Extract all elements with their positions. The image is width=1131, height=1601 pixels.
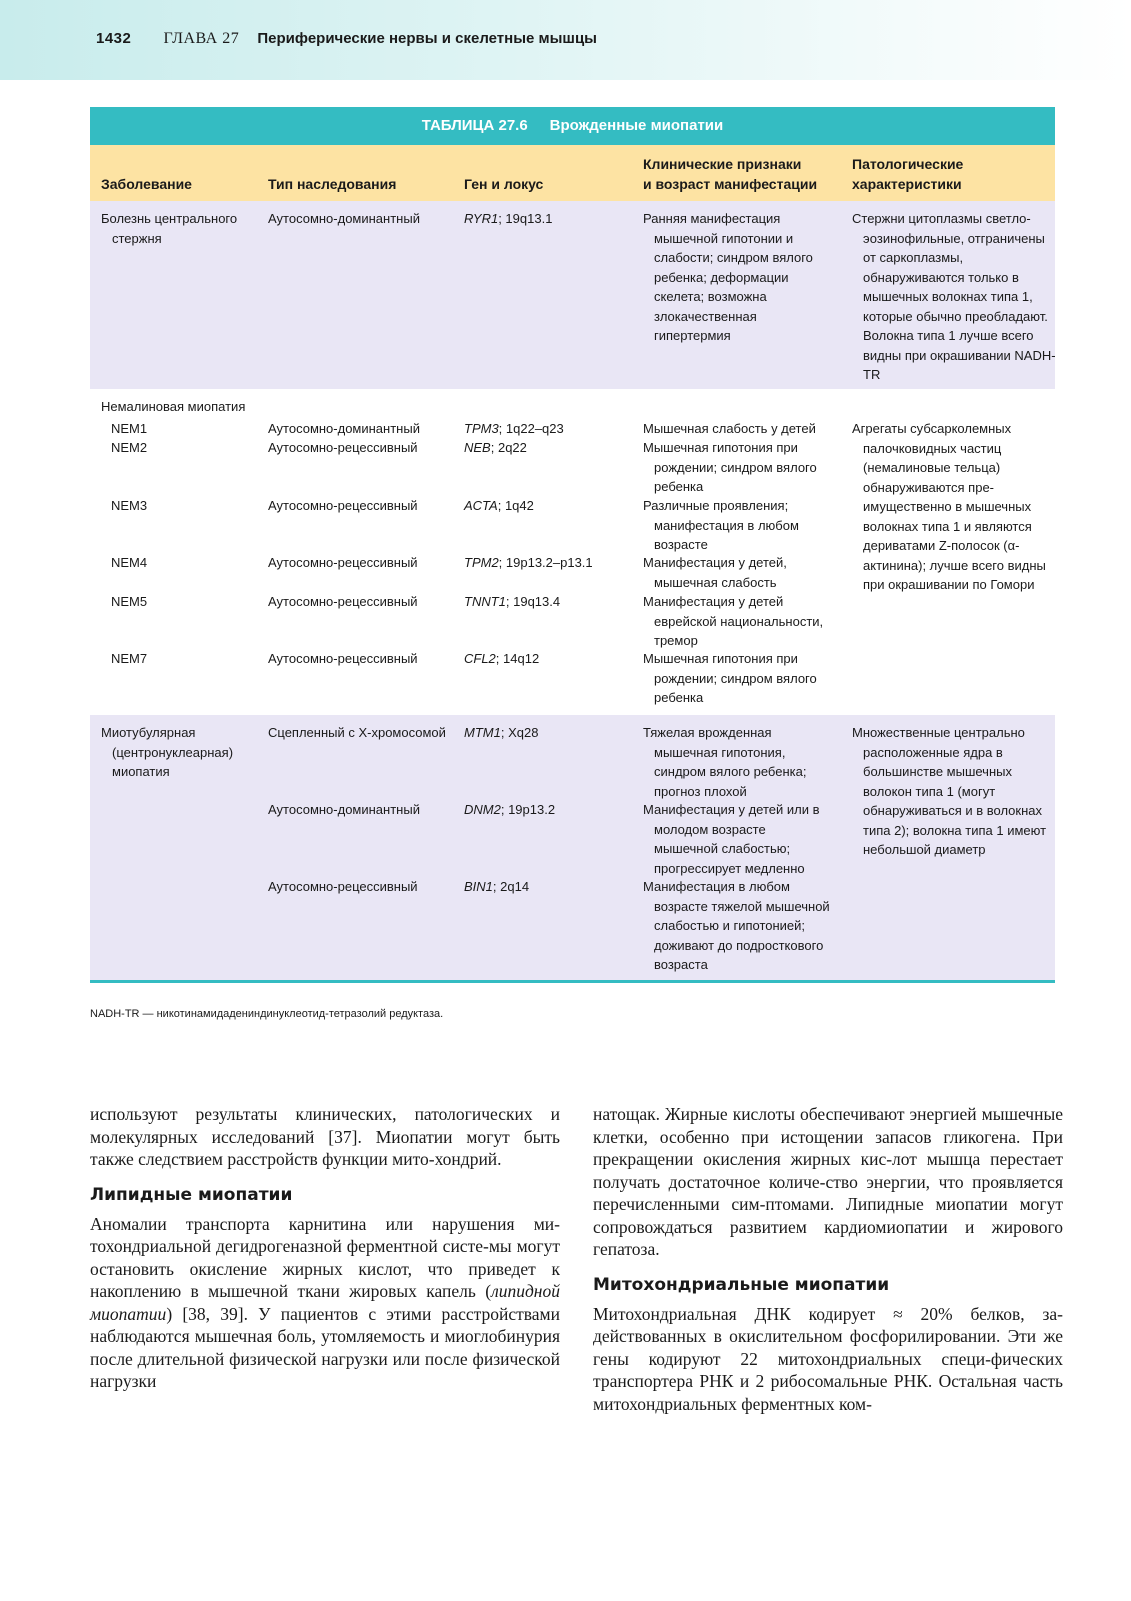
pathology-nemaline: Агрегаты субсарколемных палочковидных частиц (немалиновые тельца) обнаруживаются пре-имущественно в мышечных волокнах типа 1 и являются дериватами Z-полосок (α-актинина); лучше всего видны при окрашивании по Гомори [852, 421, 1046, 592]
chapter-title: Периферические нервы и скелетные мышцы [257, 30, 597, 47]
locus: ; 1q22–q23 [498, 421, 564, 436]
running-header [96, 30, 597, 48]
locus: ; 1q42 [497, 498, 534, 513]
nem-clinical: Мышечная слабость у детей [643, 421, 816, 436]
mtm-clinical: Тяжелая врожденная мышечная гипотония, синдром вялого ребенка; прогноз плохой [643, 725, 807, 799]
nem-gene-locus [464, 438, 624, 458]
body-paragraph: используют результаты клинических, патологических и молекулярных исследований [37]. Миопатии могут быть также следствием расстройств функции мито-хондрий. [90, 1104, 560, 1169]
col-header-clinical: Клинические признаки и возраст манифестации [643, 156, 818, 192]
body-column-right [593, 1103, 1063, 1415]
pathology-core: Стержни цитоплазмы светло-эозинофильные, отграничены от саркоплазмы, обнаруживаются только в мышечных волокнах типа 1, которые обычно преобладают. Волокна типа 1 лучше всего видны при окрашивании NADH-TR [852, 211, 1056, 382]
locus: ; 2q14 [492, 879, 530, 894]
table-section-nemaline [90, 389, 1055, 715]
gene-name: TPM2 [464, 555, 499, 570]
gene-name: ACTA [464, 498, 498, 513]
clinical-core: Ранняя манифестация мышечной гипотонии и слабости; синдром вялого ребенка; деформации скелета; возможна злокачественная гипертермия [643, 211, 813, 343]
nem-name: NEM2 [111, 440, 148, 455]
gene-name: MTM1 [464, 725, 501, 740]
body-paragraph: натощак. Жирные кислоты обеспечивают энергией мышечные клетки, особенно при истощении запасов гликогена. При прекращении окисления жирных кис-лот мышца перестает получать достаточное количе-ство энергии, что проявляется перечисленными сим-птомами. Липидные миопатии могут сопровождаться развитием кардиомиопатии и жирового гепатоза. [593, 1104, 1063, 1259]
table-section-myotubular [90, 715, 1055, 980]
table-title: Врожденные миопатии [549, 117, 724, 134]
nem-gene-locus [464, 496, 624, 516]
gene-name: CFL2 [464, 651, 496, 666]
disease-core: Болезнь центрального стержня [101, 211, 238, 246]
gene-name: RYR1 [464, 211, 499, 226]
mtm-gene-locus [464, 800, 624, 820]
col-header-gene: Ген и локус [464, 176, 544, 192]
chapter-label: ГЛАВА 27 [163, 30, 240, 47]
nem-inheritance: Аутосомно-рецессивный [268, 440, 418, 455]
inheritance-core: Аутосомно-доминантный [268, 211, 420, 226]
nem-clinical: Мышечная гипотония при рождении; синдром вялого ребенка [643, 651, 817, 705]
nem-inheritance: Аутосомно-рецессивный [268, 594, 418, 609]
body-paragraph: Митохондриальная ДНК кодирует ≈ 20% белков, за-действованных в окислительном фосфорилировании. Эти же гены кодируют 22 митохондриальных специ-фических транспортера РНК и 2 рибосомальные РНК. Остальная часть митохондриальных ферментных ком- [593, 1303, 1063, 1414]
nem-clinical: Манифестация у детей, мышечная слабость [643, 555, 787, 590]
disease-myotubular: Миотубулярная (центронуклеарная) миопатия [101, 725, 234, 779]
nem-name: NEM4 [111, 555, 148, 570]
nem-name: NEM1 [111, 421, 148, 436]
nem-gene-locus [464, 649, 624, 669]
nem-clinical: Различные проявления; манифестация в любом возрасте [643, 498, 799, 552]
gene-name: NEB [464, 440, 491, 455]
body-column-left [90, 1103, 560, 1393]
text-run: Аномалии транспорта карнитина или нарушения ми-тохондриальной дегидрогеназной ферментной систе-мы могут остановить окисление жирных кислот, что приведет к накоплению в мышечной ткани жировых капель ( [90, 1213, 560, 1301]
mtm-inheritance: Аутосомно-рецессивный [268, 879, 418, 894]
section-heading-lipid: Липидные миопатии [90, 1184, 293, 1205]
myopathy-table [90, 107, 1055, 983]
body-paragraph [90, 1213, 560, 1393]
nem-inheritance: Аутосомно-доминантный [268, 421, 420, 436]
gene-locus-core [464, 209, 624, 229]
disease-nemaline: Немалиновая миопатия [101, 399, 246, 414]
gene-name: TPM3 [464, 421, 499, 436]
text-run: ) [38, 39]. У пациентов с этими расстройствами наблюдаются мышечная боль, утомляемость и миоглобинурия после длительной физической нагрузки или после физической нагрузки [90, 1303, 560, 1391]
col-header-disease: Заболевание [101, 176, 192, 192]
nem-inheritance: Аутосомно-рецессивный [268, 651, 418, 666]
table-number: ТАБЛИЦА 27.6 [421, 117, 528, 134]
table-section-core [90, 201, 1055, 389]
page-number: 1432 [96, 30, 132, 47]
mtm-inheritance: Аутосомно-доминантный [268, 802, 420, 817]
gene-name: DNM2 [464, 802, 501, 817]
nem-clinical: Манифестация у детей еврейской национальности, тремор [643, 594, 824, 648]
nem-gene-locus [464, 553, 639, 573]
gene-name: TNNT1 [464, 594, 506, 609]
mtm-clinical: Манифестация в любом возрасте тяжелой мышечной слабостью и гипотонией; доживают до подросткового возраста [643, 879, 830, 972]
locus: ; 19q13.1 [498, 211, 553, 226]
section-heading-mito: Митохондриальные миопатии [593, 1274, 890, 1295]
locus: ; 19p13.2–p13.1 [498, 555, 593, 570]
nem-name: NEM5 [111, 594, 148, 609]
mtm-inheritance: Сцепленный с Х-хромосомой [268, 725, 446, 740]
nem-gene-locus [464, 419, 624, 439]
table-footnote: NADH-TR — никотинамидадениндинуклеотид-тетразолий редуктаза. [90, 1008, 444, 1020]
mtm-clinical: Манифестация у детей или в молодом возрасте мышечной слабостью; прогрессирует медленно [643, 802, 820, 876]
col-header-pathology: Патологические характеристики [852, 156, 964, 192]
locus: ; 19p13.2 [500, 802, 556, 817]
nem-clinical: Мышечная гипотония при рождении; синдром вялого ребенка [643, 440, 817, 494]
nem-inheritance: Аутосомно-рецессивный [268, 555, 418, 570]
table-title-bar [90, 107, 1055, 145]
nem-name: NEM7 [111, 651, 148, 666]
mtm-gene-locus [464, 723, 624, 743]
locus: ; 14q12 [495, 651, 540, 666]
col-header-inheritance: Тип наследования [268, 176, 397, 192]
mtm-gene-locus [464, 877, 624, 897]
table-header-row [90, 145, 1055, 201]
locus: ; 19q13.4 [505, 594, 561, 609]
nem-gene-locus [464, 592, 624, 612]
nem-inheritance: Аутосомно-рецессивный [268, 498, 418, 513]
table-bottom-rule [90, 980, 1055, 983]
gene-name: BIN1 [464, 879, 493, 894]
pathology-myotubular: Множественные центрально расположенные ядра в большинстве мышечных волокон типа 1 (могут обнаруживаться и в волокнах типа 2); волокна типа 1 имеют небольшой диаметр [852, 725, 1047, 857]
text-run-italic: липидной миопатии [90, 1281, 560, 1324]
nem-name: NEM3 [111, 498, 148, 513]
locus: ; 2q22 [490, 440, 527, 455]
locus: ; Xq28 [500, 725, 539, 740]
